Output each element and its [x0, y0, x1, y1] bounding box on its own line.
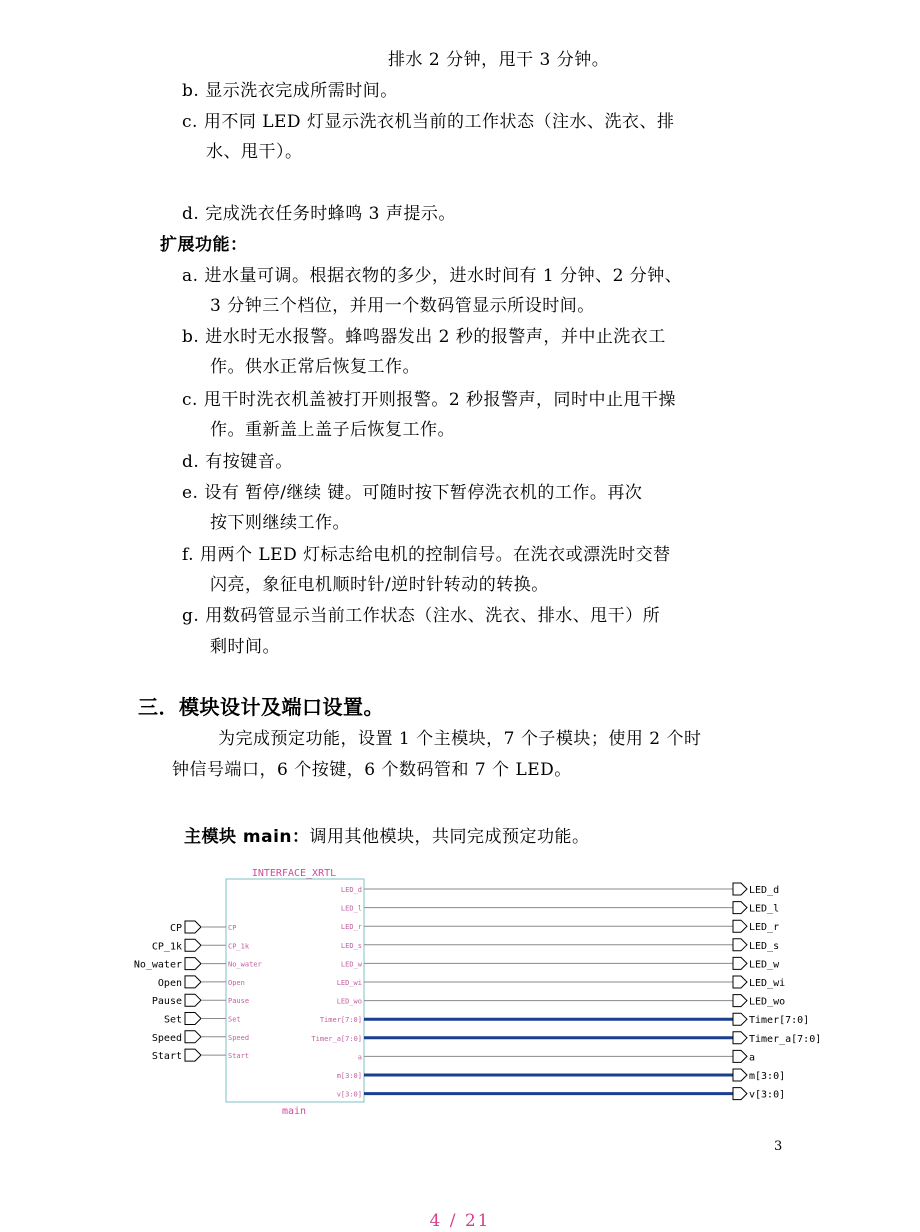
- text-line: 水、甩干）。: [206, 142, 303, 162]
- output-port-icon: [733, 939, 747, 951]
- input-pin-label: Start: [228, 1052, 250, 1061]
- pager: 4 / 21: [429, 1211, 491, 1231]
- input-port-icon: [185, 1049, 201, 1061]
- output-port-icon: [733, 976, 747, 988]
- input-port-label: Start: [151, 1051, 182, 1063]
- output-port-label: Timer_a[7:0]: [749, 1033, 822, 1045]
- input-pin-label: Speed: [228, 1033, 250, 1042]
- text-line: 按下则继续工作。: [210, 513, 350, 533]
- output-port-icon: [733, 1050, 747, 1062]
- output-pin-label: LED_d: [340, 886, 362, 894]
- output-port-label: LED_wo: [749, 996, 786, 1008]
- text-line: a. 进水量可调。根据衣物的多少，进水时间有 1 分钟、2 分钟、: [182, 266, 683, 286]
- input-pin-label: No_water: [228, 960, 262, 969]
- output-port-label: a: [749, 1052, 756, 1064]
- output-port-icon: [733, 957, 747, 969]
- text-line: 剩时间。: [210, 637, 280, 657]
- input-port-icon: [185, 994, 201, 1006]
- section-heading: 三．模块设计及端口设置。: [138, 695, 384, 719]
- text-line: 排水 2 分钟，甩干 3 分钟。: [388, 50, 610, 70]
- input-port-label: CP_1k: [151, 941, 182, 953]
- input-port-label: Set: [163, 1014, 182, 1026]
- output-pin-label: LED_w: [340, 960, 362, 969]
- block-name: main: [281, 1106, 307, 1117]
- text-line: b. 显示洗衣完成所需时间。: [182, 81, 398, 101]
- text-line: 钟信号端口，6 个按键，6 个数码管和 7 个 LED。: [172, 760, 572, 780]
- output-pin-label: LED_r: [340, 923, 362, 932]
- input-ports: [134, 921, 262, 1062]
- output-port-icon: [733, 883, 747, 895]
- text-line: d. 完成洗衣任务时蜂鸣 3 声提示。: [182, 204, 456, 224]
- output-port-label: LED_l: [749, 903, 780, 915]
- text-line: g. 用数码管显示当前工作状态（注水、洗衣、排水、甩干）所: [182, 606, 661, 626]
- output-port-label: Timer[7:0]: [749, 1015, 810, 1027]
- output-port-label: LED_s: [749, 940, 780, 952]
- text-line: f. 用两个 LED 灯标志给电机的控制信号。在洗衣或漂洗时交替: [182, 545, 671, 565]
- input-port-label: Speed: [151, 1032, 182, 1044]
- input-port-icon: [185, 921, 201, 933]
- output-port-icon: [733, 902, 747, 914]
- output-port-label: v[3:0]: [749, 1089, 786, 1101]
- input-port-label: No_water: [133, 959, 182, 971]
- output-pin-label: m[3:0]: [336, 1072, 362, 1080]
- output-port-icon: [733, 1069, 747, 1081]
- text-line: c. 甩干时洗衣机盖被打开则报警。2 秒报警声，同时中止甩干操: [182, 390, 677, 410]
- output-ports: [311, 883, 821, 1101]
- extension-heading: 扩展功能：: [160, 235, 248, 255]
- input-pin-label: Set: [228, 1015, 241, 1024]
- input-pin-label: CP: [228, 924, 237, 932]
- output-pin-label: LED_s: [340, 941, 362, 950]
- page-number: 3: [774, 1139, 783, 1154]
- output-pin-label: Timer[7:0]: [319, 1016, 362, 1025]
- output-port-label: LED_w: [749, 959, 780, 971]
- output-port-icon: [733, 1088, 747, 1100]
- input-port-label: Open: [157, 977, 182, 989]
- main-module-desc: 调用其他模块，共同完成预定功能。: [309, 827, 590, 847]
- text-line: b. 进水时无水报警。蜂鸣器发出 2 秒的报警声，并中止洗衣工: [182, 327, 666, 347]
- input-pin-label: Pause: [228, 997, 250, 1006]
- output-port-label: LED_wi: [749, 978, 786, 989]
- main-module-label: 主模块 main：: [184, 827, 310, 847]
- output-port-icon: [733, 1013, 747, 1025]
- input-port-icon: [185, 1013, 201, 1025]
- output-port-icon: [733, 1032, 747, 1044]
- text-line: 3 分钟三个档位，并用一个数码管显示所设时间。: [210, 296, 595, 316]
- input-port-icon: [185, 976, 201, 988]
- main-module-caption: [184, 826, 590, 848]
- output-pin-label: LED_l: [340, 904, 362, 913]
- block-title: INTERFACE_XRTL: [251, 868, 337, 879]
- text-line: 作。重新盖上盖子后恢复工作。: [210, 420, 455, 440]
- text-line: c. 用不同 LED 灯显示洗衣机当前的工作状态（注水、洗衣、排: [182, 112, 675, 132]
- output-pin-label: Timer_a[7:0]: [311, 1034, 362, 1043]
- output-port-label: LED_r: [749, 922, 780, 934]
- output-port-icon: [733, 995, 747, 1007]
- text-line: 作。供水正常后恢复工作。: [210, 357, 420, 377]
- input-port-label: Pause: [151, 996, 182, 1008]
- input-port-icon: [185, 958, 201, 970]
- module-block: [226, 879, 364, 1102]
- input-pin-label: Open: [228, 978, 245, 987]
- output-port-label: m[3:0]: [749, 1071, 786, 1082]
- output-pin-label: LED_wi: [336, 979, 362, 987]
- output-pin-label: LED_wo: [336, 997, 362, 1006]
- text-line: e. 设有 暂停/继续 键。可随时按下暂停洗衣机的工作。再次: [182, 483, 643, 503]
- output-pin-label: v[3:0]: [336, 1090, 362, 1099]
- input-port-icon: [185, 939, 201, 951]
- text-line: d. 有按键音。: [182, 452, 293, 472]
- output-port-icon: [733, 920, 747, 932]
- output-port-label: LED_d: [749, 885, 780, 896]
- text-line: 为完成预定功能，设置 1 个主模块，7 个子模块；使用 2 个时: [218, 729, 702, 749]
- input-pin-label: CP_1k: [228, 942, 250, 951]
- text-line: 闪亮，象征电机顺时针/逆时针转动的转换。: [210, 575, 549, 595]
- input-port-label: CP: [169, 923, 182, 934]
- output-pin-label: a: [357, 1053, 362, 1062]
- input-port-icon: [185, 1031, 201, 1043]
